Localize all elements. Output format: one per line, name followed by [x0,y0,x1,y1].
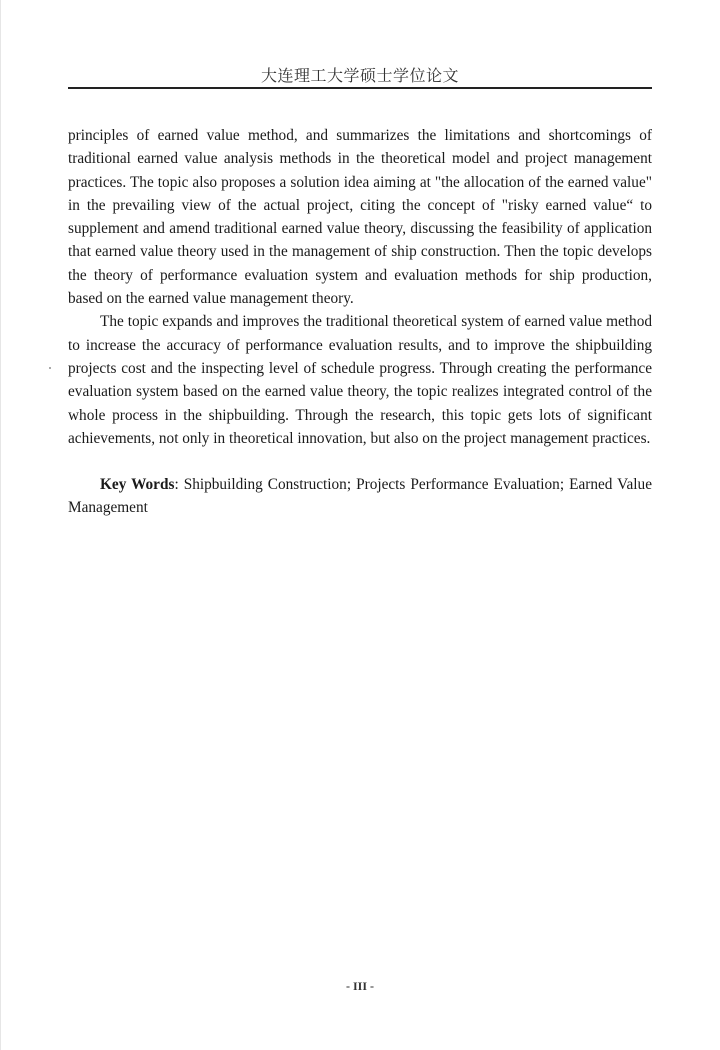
keywords-separator: : [174,476,184,494]
scan-artifact [49,367,51,369]
keywords-line [68,473,652,520]
paragraph-1: principles of earned value method, and summarizes the limitations and shortcomings of traditional earned value analysis methods in the theoretical model and project management practices. The topic also proposes a solution idea aiming at "the allocation of the earned value" in the prevailing view of the actual project, citing the concept of "risky earned value“ to supplement and amend traditional earned value theory, discussing the feasibility of application that earned value theory used in the management of ship construction. Then the topic develops the theory of performance evaluation system and evaluation methods for ship production, based on the earned value management theory. [68,127,652,308]
running-header: 大连理工大学硕士学位论文 [260,68,459,85]
abstract-body [68,124,652,520]
keywords-label: Key Words [100,476,175,494]
keywords-text: Shipbuilding Construction; Projects Performance Evaluation; Earned Value Management [68,476,652,517]
header-rule [68,87,652,89]
page-number: - III - [345,979,374,993]
paragraph-2: The topic expands and improves the traditional theoretical system of earned value method to increase the accuracy of performance evaluation results, and to improve the shipbuilding projects cost and the inspecting level of schedule progress. Through creating the performance evaluation system based on the earned value theory, the topic realizes integrated control of the whole process in the shipbuilding. Through the research, this topic gets lots of significant achievements, not only in theoretical innovation, but also on the project management practices. [68,313,652,447]
